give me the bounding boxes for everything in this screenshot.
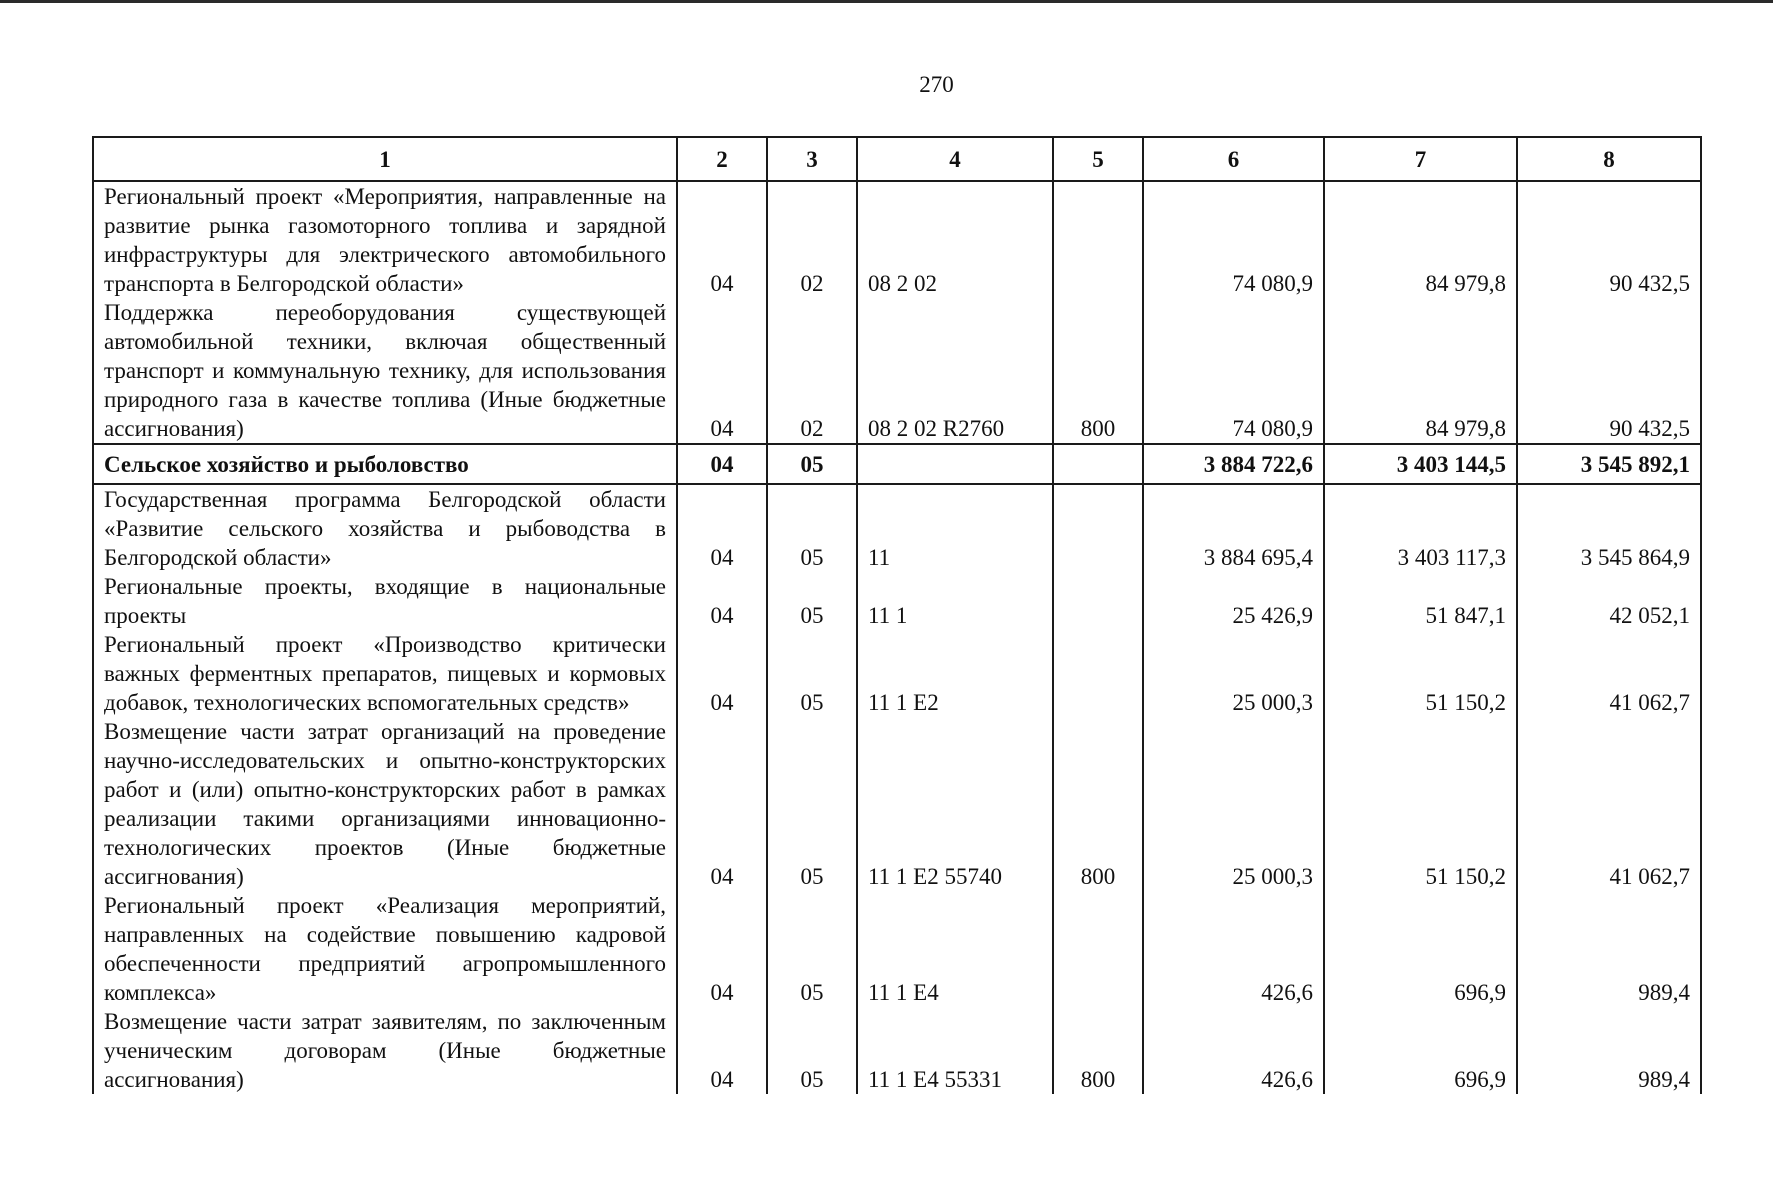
row-target-article: 11 1	[857, 572, 1053, 630]
row-amount-col8: 41 062,7	[1517, 630, 1701, 717]
table-row	[93, 181, 1701, 298]
row-subsection: 02	[767, 298, 857, 444]
row-amount-col7: 51 150,2	[1324, 630, 1517, 717]
row-section: 04	[677, 484, 767, 572]
table-row	[93, 572, 1701, 630]
row-section: 04	[677, 181, 767, 298]
row-amount-col8: 42 052,1	[1517, 572, 1701, 630]
row-expense-type: 800	[1053, 298, 1143, 444]
row-expense-type	[1053, 630, 1143, 717]
row-amount-col6: 426,6	[1143, 1007, 1324, 1094]
row-name: Региональные проекты, входящие в национальные проекты	[93, 572, 677, 630]
column-header-2: 2	[677, 137, 767, 181]
table-row	[93, 484, 1701, 572]
row-target-article: 11 1 E4	[857, 891, 1053, 1007]
row-amount-col7: 696,9	[1324, 891, 1517, 1007]
row-amount-col8: 3 545 864,9	[1517, 484, 1701, 572]
column-number-header-row	[93, 137, 1701, 181]
row-expense-type	[1053, 484, 1143, 572]
row-amount-col6: 3 884 695,4	[1143, 484, 1324, 572]
row-target-article	[857, 444, 1053, 484]
row-expense-type	[1053, 572, 1143, 630]
row-amount-col7: 3 403 117,3	[1324, 484, 1517, 572]
row-amount-col6: 74 080,9	[1143, 298, 1324, 444]
row-section: 04	[677, 717, 767, 891]
row-section: 04	[677, 444, 767, 484]
row-target-article: 11 1 E4 55331	[857, 1007, 1053, 1094]
row-amount-col7: 51 847,1	[1324, 572, 1517, 630]
row-target-article: 11	[857, 484, 1053, 572]
row-target-article: 11 1 E2	[857, 630, 1053, 717]
row-expense-type	[1053, 891, 1143, 1007]
page-number: 270	[919, 72, 954, 97]
row-subsection: 02	[767, 181, 857, 298]
row-section: 04	[677, 298, 767, 444]
row-amount-col6: 3 884 722,6	[1143, 444, 1324, 484]
row-amount-col7: 696,9	[1324, 1007, 1517, 1094]
row-amount-col6: 25 426,9	[1143, 572, 1324, 630]
row-target-article: 08 2 02 R2760	[857, 298, 1053, 444]
row-amount-col6: 426,6	[1143, 891, 1324, 1007]
row-subsection: 05	[767, 1007, 857, 1094]
row-amount-col8: 90 432,5	[1517, 181, 1701, 298]
row-amount-col8: 989,4	[1517, 1007, 1701, 1094]
row-amount-col7: 84 979,8	[1324, 298, 1517, 444]
row-section: 04	[677, 1007, 767, 1094]
row-name: Возмещение части затрат заявителям, по заключенным ученическим договорам (Иные бюджетные ассигнования)	[93, 1007, 677, 1094]
column-header-5: 5	[1053, 137, 1143, 181]
row-amount-col6: 25 000,3	[1143, 630, 1324, 717]
table-row	[93, 891, 1701, 1007]
row-target-article: 08 2 02	[857, 181, 1053, 298]
row-amount-col8: 3 545 892,1	[1517, 444, 1701, 484]
row-subsection: 05	[767, 572, 857, 630]
row-name: Региональный проект «Реализация мероприятий, направленных на содействие повышению кадровой обеспеченности предприятий агропромышленного комплекса»	[93, 891, 677, 1007]
row-name: Государственная программа Белгородской области «Развитие сельского хозяйства и рыбоводства в Белгородской области»	[93, 484, 677, 572]
section-total-row	[93, 444, 1701, 484]
row-name: Региональный проект «Мероприятия, направленные на развитие рынка газомоторного топлива и зарядной инфраструктуры для электрического автомобильного транспорта в Белгородской области»	[93, 181, 677, 298]
row-subsection: 05	[767, 444, 857, 484]
table-row	[93, 630, 1701, 717]
row-amount-col6: 25 000,3	[1143, 717, 1324, 891]
row-name: Поддержка переоборудования существующей автомобильной техники, включая общественный транспорт и коммунальную технику, для использования природного газа в качестве топлива (Иные бюджетные ассигнования)	[93, 298, 677, 444]
column-header-3: 3	[767, 137, 857, 181]
page-number-container	[0, 72, 1773, 98]
column-header-4: 4	[857, 137, 1053, 181]
row-amount-col6: 74 080,9	[1143, 181, 1324, 298]
row-amount-col7: 84 979,8	[1324, 181, 1517, 298]
row-expense-type: 800	[1053, 1007, 1143, 1094]
row-section: 04	[677, 891, 767, 1007]
row-expense-type	[1053, 444, 1143, 484]
row-subsection: 05	[767, 484, 857, 572]
row-amount-col8: 41 062,7	[1517, 717, 1701, 891]
column-header-8: 8	[1517, 137, 1701, 181]
column-header-1: 1	[93, 137, 677, 181]
row-amount-col7: 3 403 144,5	[1324, 444, 1517, 484]
row-expense-type: 800	[1053, 717, 1143, 891]
row-name: Возмещение части затрат организаций на проведение научно-исследовательских и опытно-конструкторских работ и (или) опытно-конструкторских работ в рамках реализации такими организациями инновационно-технологических проектов (Иные бюджетные ассигнования)	[93, 717, 677, 891]
row-amount-col7: 51 150,2	[1324, 717, 1517, 891]
table-row	[93, 298, 1701, 444]
column-header-6: 6	[1143, 137, 1324, 181]
row-section: 04	[677, 572, 767, 630]
row-subsection: 05	[767, 891, 857, 1007]
table-row	[93, 1007, 1701, 1094]
row-subsection: 05	[767, 717, 857, 891]
top-edge-rule	[0, 0, 1773, 3]
budget-table	[92, 136, 1702, 1094]
table-row	[93, 717, 1701, 891]
row-subsection: 05	[767, 630, 857, 717]
row-expense-type	[1053, 181, 1143, 298]
row-name: Региональный проект «Производство критически важных ферментных препаратов, пищевых и кормовых добавок, технологических вспомогательных средств»	[93, 630, 677, 717]
section-name: Сельское хозяйство и рыболовство	[93, 444, 677, 484]
row-section: 04	[677, 630, 767, 717]
row-amount-col8: 90 432,5	[1517, 298, 1701, 444]
row-amount-col8: 989,4	[1517, 891, 1701, 1007]
column-header-7: 7	[1324, 137, 1517, 181]
row-target-article: 11 1 E2 55740	[857, 717, 1053, 891]
